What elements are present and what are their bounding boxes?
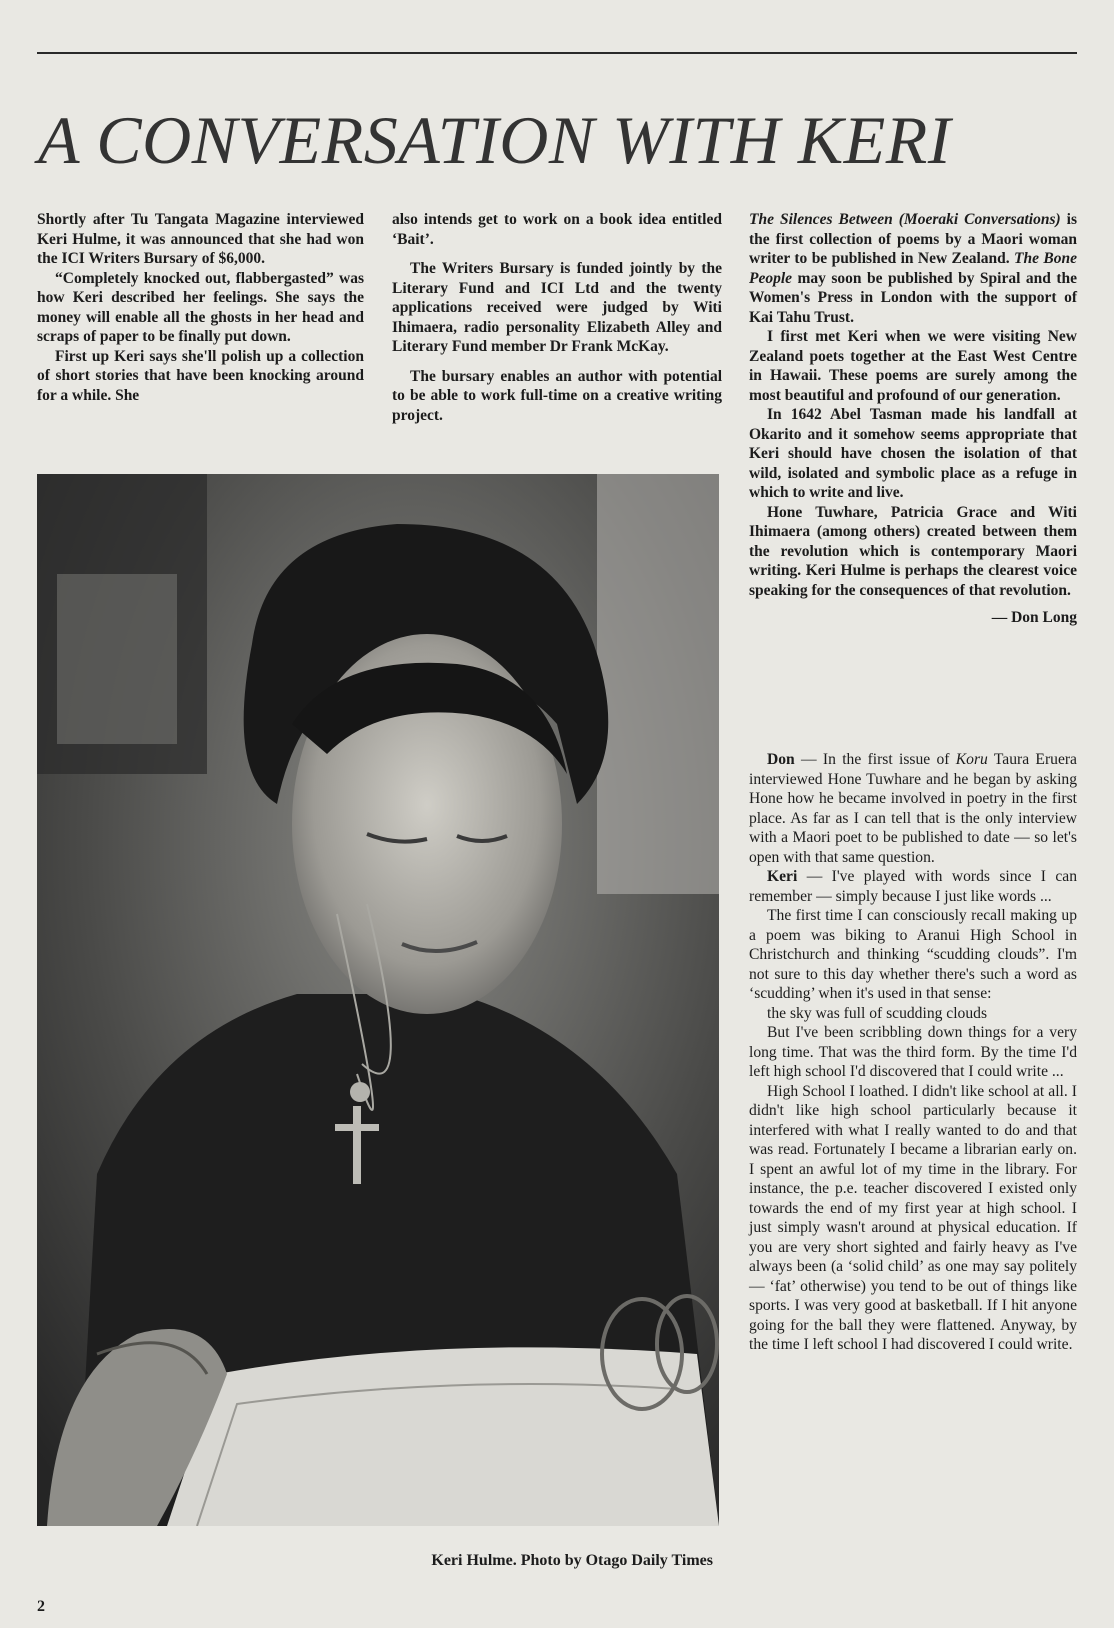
answer-paragraph [749,867,1077,906]
paragraph: First up Keri says she'll polish up a collection of short stories that have been knocking around for a while. She [37,347,364,404]
paragraph [749,210,1077,327]
paragraph: The first time I can consciously recall making up a poem was biking to Aranui High School in Christchurch and thinking “scudding clouds”. I'm not sure to this day whether there's such a word as ‘scudding’ when it's used in that sense: [749,907,1077,1002]
top-rule [37,52,1077,54]
text: Taura Eruera interviewed Hone Tuwhare and he began by asking Hone how he became involved in poetry in the first place. As far as I can tell that is the only interview with a Maori poet to be published to date — so let's open with that same question. [749,751,1077,866]
interview-text [749,750,1077,1355]
paragraph: In 1642 Abel Tasman made his landfall at Okarito and it somehow seems appropriate that Keri should have chosen the isolation of that wild, isolated and symbolic place as a refuge in which to write and live. [749,406,1077,501]
paragraph: But I've been scribbling down things for a very long time. That was the third form. By the time I'd left high school I'd discovered that I could write ... [749,1024,1077,1080]
paragraph: The bursary enables an author with potential to be able to work full-time on a creative writing project. [392,367,722,424]
byline: — Don Long [991,609,1077,626]
column-2 [392,210,722,425]
text: is the first collection of poems by a Maori woman writer to be published in New Zealand. [749,211,1078,267]
photo-caption: Keri Hulme. Photo by Otago Daily Times [431,1552,713,1569]
column-3-intro [749,210,1077,628]
paragraph: I first met Keri when we were visiting New Zealand poets together at the East West Centre in Hawaii. These poems are surely among the most beautiful and profound of our generation. [749,328,1077,404]
text: — In the first issue of [794,751,956,768]
book-title: The Silences Between (Moeraki Conversations) [749,211,1061,228]
speaker-keri: Keri [767,868,798,885]
article-headline: A CONVERSATION WITH KERI [38,102,951,178]
column-1 [37,210,364,405]
intro-paragraph: Shortly after Tu Tangata Magazine interviewed Keri Hulme, it was announced that she had won the ICI Writers Bursary of $6,000. [37,211,364,267]
speaker-don: Don [767,751,795,768]
photo-illustration [37,474,719,1526]
question-paragraph [749,750,1077,867]
text: — I've played with words since I can remember — simply because I just like words ... [749,868,1077,905]
book-title: The Bone People [749,250,1077,287]
paragraph: Hone Tuwhare, Patricia Grace and Witi Ihimaera (among others) created between them the revolution which is contemporary Maori writing. Keri Hulme is perhaps the clearest voice speaking for the consequences of that revolution. [749,503,1077,599]
portrait-photo [37,474,719,1526]
paragraph: also intends get to work on a book idea entitled ‘Bait’. [392,211,722,248]
text: may soon be published by Spiral and the Women's Press in London with the support of Kai Tahu Trust. [749,269,1077,326]
paragraph: The Writers Bursary is funded jointly by the Literary Fund and ICI Ltd and the twenty applications received were judged by Witi Ihimaera, radio personality Elizabeth Alley and Literary Fund member Dr Frank McKay. [392,260,722,355]
paragraph: High School I loathed. I didn't like school at all. I didn't like high school particularly because it interfered with what I really wanted to do and that was read. Fortunately I became a librarian early on. I spent an awful lot of my time in the library. For instance, the p.e. teacher discovered I existed only towards the end of my first year at high school. I just simply wasn't around at physical education. If you are very short sighted and fairly heavy as I've always been (a ‘solid child’ as one may say politely — ‘fat’ otherwise) you tend to be out of things like sports. I was very good at basketball. If I hit anyone going for the ball they were flattened. Anyway, by the time I left school I had discovered I could write. [749,1082,1077,1353]
paragraph: “Completely knocked out, flabbergasted” was how Keri described her feelings. She says the money will enable all the ghosts in her head and scraps of paper to be finally put down. [37,269,364,345]
page-number: 2 [37,1598,45,1615]
magazine-title: Koru [955,751,988,768]
verse-line: the sky was full of scudding clouds [767,1004,988,1022]
